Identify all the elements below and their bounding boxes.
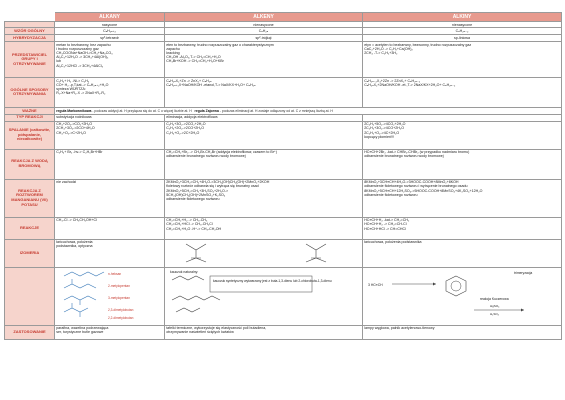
cell-alkany-sposoby [55, 77, 165, 107]
row-label-reakcje: REAKCJE [5, 217, 55, 239]
rubber-synthetic-label: kauczuk syntetyczny wytwarzany jest z buta-1,3-dienu lub 2-chlorobuta-1,3-dienu [213, 279, 332, 284]
row-label-wzor: WZÓR OGÓLNY [5, 28, 55, 35]
cell-alkeny-wzor: CₙH₂ₙ [165, 28, 363, 35]
text-line: fioletowy roztwór odbarwia się i wytrąca się brunatny osad [166, 184, 259, 189]
cell-alkeny-zastosowanie [165, 325, 363, 339]
text-line: CH₃COONa+NaOH->CH₄+Na₂CO₃ [56, 50, 113, 55]
text-line: 2KMnO₄+3CH₂=CH₂+4H₂O->3CH₂(OH)CH₂(OH)+2MnO₂+2KOH [166, 180, 270, 185]
text-line: 2C₂H₂+5O₂->4CO₂+2H₂O [364, 122, 406, 127]
text-line: CH₃Br+KOH -> CH₂=CH₂+H₂O+KBr [166, 59, 224, 64]
cell-alkiny-izomeria: łańcuchowa, położenia podstawnika [363, 239, 562, 267]
rule-zajcew: reguła Zajcewa [194, 108, 219, 113]
cell-wazne-note [55, 107, 562, 114]
row-typ-reakcji [5, 114, 562, 121]
text-line: odbarwienie fioletowego roztworu i wytrącenie brunatnego osadu [364, 184, 468, 189]
text-line: synteza WÜRTZA: [56, 86, 86, 91]
cell-alkany-spalanie [55, 121, 165, 149]
acetylene-label: 3 HC≡CH [368, 283, 383, 288]
cell-alkany-wzor: CₙH₂ₙ₊₂ [55, 28, 165, 35]
cell-alkiny-manganian [363, 179, 562, 217]
text-line: 5CH₂(OH)CH₂(OH)+2MnSO₄+K₂SO₄ [166, 192, 226, 197]
kucherov-label: reakcja Kuczerowa [480, 297, 509, 302]
header-alkiny: ALKINY [363, 13, 562, 22]
text-line: odbarwienie brunatnego roztworu wody bromowej [364, 154, 444, 159]
isomer-label-2: 3-metylopentan [108, 296, 131, 301]
rubber-natural-label: kauczuk naturalny: [170, 270, 199, 275]
row-label-otrzymywanie: PRZEDSTAWICIEL GRUPY I OTRZYMYWANIE [5, 41, 55, 77]
text-line: 2C₂H₂+3O₂->4CO+2H₂O [364, 126, 405, 131]
cell-alkiny-bromowa [363, 149, 562, 179]
row-label-spalanie: SPALANIE (całkowite, półspalanie, niecałkowite) [5, 121, 55, 149]
isomer-label-0: n-heksan [108, 272, 122, 277]
text-line: CH₂=CH₂+HCl -> CH₃-CH₂Cl [166, 222, 213, 227]
text-line: metan to bezbarwny, bez zapachu [56, 42, 111, 47]
text-line: 2C₂H₂+O₂->4C+2H₂O [364, 130, 400, 135]
text-line: ser, turystyczne butle gazowe [56, 330, 104, 335]
cell-alkiny-diagram [363, 267, 562, 325]
text-line: HC≡CH+H₂ -kat-> CH₂=CH₂ [364, 218, 410, 223]
cell-alkany-diagram [55, 267, 165, 325]
text-line: CH₄+O₂->C+2H₂O [56, 130, 86, 135]
text-line: CH₂=CH₂+Br₂ -> CH₂Br-CH₂Br (addycja elektrofilowa; czasem to Br⁺) [166, 150, 278, 155]
row-label-manganian: REAKCJA Z ROZTWOREM MANGANIANU (VII) POTASU [5, 179, 55, 217]
text-line: 2KMnO₄+5CH₂=CH₂+3H₂SO₄+2H₂O-> [166, 188, 229, 193]
cell-alkiny-spalanie [363, 121, 562, 149]
rule-markownikow-text: - podczas addycji at. H przyłącza się do at. C o więcej liczbie at. H [91, 108, 192, 113]
text-line: CₙH₂ₙ₊₁X+NaOH/KOH -etanol,T-> NaX/KX+H₂O+ CₙH₂ₙ [166, 82, 256, 87]
cell-alkeny-nasycenie: nienasycone [165, 22, 363, 28]
text-line: eten to bezbarwny, trudno rozpuszczalny gaz o charakterystycznym [166, 42, 274, 47]
cell-alkany-izomeria [55, 239, 165, 267]
row-woda-bromowa [5, 149, 562, 179]
row-label-diagram [5, 267, 55, 325]
trimerization-label: trimeryzacja [514, 271, 533, 276]
text-line: C₂H₄+3O₂->2CO₂+2H₂O [166, 122, 206, 127]
text-line: C₂H₄+ H₂ -Ni-> C₂H₆ [56, 78, 90, 83]
row-label-woda-bromowa: REAKCJA Z WODĄ BROMOWĄ [5, 149, 55, 179]
cell-alkiny-hybrydyzacja: sp-liniowa [363, 35, 562, 42]
text-line: otrzymywanie naświetleń ściętych kwiatów [166, 330, 234, 335]
isomer-label-1: 2-metylopentan [108, 284, 131, 289]
cell-alkeny-reakcje [165, 217, 363, 239]
isomer-label-3: 2,3-dimetylobutan [108, 308, 134, 313]
cell-alkeny-hybrydyzacja: sp²-trójkąt [165, 35, 363, 42]
rule-markownikow: reguła Markownikowa [56, 108, 92, 113]
isomer-skeleton-diagram [56, 268, 162, 322]
text-line: kopcący płomień!!! [364, 134, 394, 139]
row-izomeria [5, 239, 562, 267]
row-wazne [5, 107, 562, 114]
text-line: CH₃OH -Al₂O₃,T-> CH₂=CH₂+H₂O [166, 55, 221, 60]
text-line: odbarwienie brunatnego roztworu wody bromowej [166, 154, 246, 159]
cell-alkiny-sposoby [363, 77, 562, 107]
text-line: podstawnika, optyczna [56, 244, 93, 249]
text-line: lub [56, 59, 61, 64]
cell-alkany-hybrydyzacja: sp³-tetraedr [55, 35, 165, 42]
cell-alkiny-nasycenie: nienasycone [363, 22, 562, 28]
cell-alkeny-diagram [165, 267, 363, 325]
row-diagram [5, 267, 562, 325]
cell-alkiny-wzor: CₙH₂ₙ₋₂ [363, 28, 562, 35]
cell-alkany-zastosowanie [55, 325, 165, 339]
catalyst-label-1: HgSO₄ [490, 304, 500, 309]
catalyst-label-2: H₂SO₄ [490, 312, 500, 317]
cell-alkeny-bromowa [165, 149, 363, 179]
cell-alkeny-otrzymywanie [165, 41, 363, 77]
cell-alkeny-manganian [165, 179, 363, 217]
cell-alkeny-izomeria [165, 239, 363, 267]
row-wzor [5, 28, 562, 35]
benzene-ring-inner [451, 281, 461, 291]
row-zastosowanie [5, 325, 562, 339]
text-line: Al₄C₃+12HCl -> 3CH₄+4AlCl₃ [56, 63, 104, 68]
text-line: odbarwienie fioletowego roztworu [166, 196, 220, 201]
row-label-sposoby: OGÓLNE SPOSOBY OTRZYMYWANIA [5, 77, 55, 107]
row-label-typ-reakcji: TYP REAKCJI [5, 114, 55, 121]
text-line: CₙH₂ₙX₂+2NaOH/KOH -et.,T-> 2NaX/KX+2H₂O+ CₙH₂ₙ₋₂ [364, 82, 456, 87]
text-line: CO+ H₂ -p,T,kat.-> CₙH₂ₙ₊₂+H₂O [56, 82, 109, 87]
rubber-polymer-diagram [166, 268, 358, 322]
text-line: 8KMnO₄+3CH≡CH+4H₂O->3HOOC-COOH+8MnO₂+8KOH [364, 180, 459, 185]
text-line: parafina, wazelina podrzewająca [56, 326, 109, 331]
text-line: CH₂=CH₂+H₂O -H⁺-> CH₃-CH₂OH [166, 226, 222, 231]
cell-alkany-otrzymywanie [55, 41, 165, 77]
text-line: CₙH₂ₙX₂+Zn -> ZnX₂+ CₙH₂ₙ [166, 78, 212, 83]
text-line: C₂H₄+O₂->2C+2H₂O [166, 130, 200, 135]
row-otrzymywanie [5, 41, 562, 77]
benzene-ring [446, 276, 466, 296]
text-line: Al₄C₃+12H₂O -> 3CH₄+4Al(OH)₃ [56, 55, 109, 60]
cell-alkeny-sposoby [165, 77, 363, 107]
trimerization-diagram [364, 268, 556, 322]
text-line: HC≡CH+H₂ -> CH₂=CH-Cl [364, 222, 407, 227]
text-line: CaC₂+2H₂O -> C₂H₂+Ca(OH)₂ [364, 46, 413, 51]
cell-alkany-manganian: nie zachodzi [55, 179, 165, 217]
row-sposoby [5, 77, 562, 107]
header-corner [5, 13, 55, 22]
row-label-zastosowanie: ZASTOSOWANIE [5, 325, 55, 339]
row-hybrydyzacja [5, 35, 562, 42]
cell-alkiny-zastosowanie: lampy węglowa, palnik acetylenowo-tlenowy [363, 325, 562, 339]
text-line: i trudno rozpuszczalny gaz [56, 46, 99, 51]
text-line: HC≡CH+2Br₂ -kat-> CHBr₂-CHBr₂ (w przypadku nadmiaru bromu) [364, 150, 470, 155]
cell-alkeny-typ: eliminacja, addycja elektrofilowa [165, 114, 363, 121]
text-line: kracking [166, 50, 180, 55]
cell-alkiny-reakcje [363, 217, 562, 239]
text-line: 8KMnO₄+5CH≡CH+12H₂SO₄->5HOOC-COOH+8MnSO₄+4K₂SO₄+12H₂O [364, 188, 483, 193]
text-line: CH₄+2O₂->CO₂+2H₂O [56, 122, 93, 127]
text-line: 2CH₄+3O₂->2CO+4H₂O [56, 126, 95, 131]
row-label-hybrydyzacja: HYBRYDYZACJA [5, 35, 55, 42]
cell-alkiny-otrzymywanie [363, 41, 562, 77]
cell-alkany-nasycenie: nasycone [55, 22, 165, 28]
cell-alkany-bromowa: C₂H₆+ Br₂ -hv-> C₂H₅Br+HBr [55, 149, 165, 179]
text-line: CₙH₂ₙ₋₂X₄+2Zn -> 2ZnX₂+ CₙH₂ₙ₋₂ [364, 78, 421, 83]
text-line: łańcuchowa, położenia [56, 240, 93, 245]
row-manganian [5, 179, 562, 217]
header-alkeny: ALKENY [165, 13, 363, 22]
text-line: odbarwienie fioletowego roztworu [364, 192, 418, 197]
text-line: 2CH₄ -T-> C₂H₂+3H₂ [364, 50, 398, 55]
text-line: HC≡CH+HCl -> CH=CHCl [364, 226, 406, 231]
trimerization-arrowhead [433, 283, 436, 286]
cell-alkiny-typ [363, 114, 562, 121]
kucherov-arrowhead [521, 309, 524, 312]
comparison-table [4, 12, 562, 340]
row-label-izomeria: IZOMERIA [5, 239, 55, 267]
cell-alkany-typ: substytucja rodnikowa [55, 114, 165, 121]
cell-alkany-reakcje: CH₃-Cl -> CH₃CH₂OH+Cl [55, 217, 165, 239]
text-line: zapachu [166, 46, 180, 51]
rule-zajcew-text: - podczas eliminacji at. H zostaje odłączony od at. C z mniejszą liczbą at. H [218, 108, 333, 113]
header-alkany: ALKANY [55, 13, 165, 22]
row-reakcje [5, 217, 562, 239]
text-line: etyn = acetylen to bezbarwny, bezwonny, trudno rozpuszczalny gaz [364, 42, 472, 47]
row-spalanie [5, 121, 562, 149]
cis-trans-isomer-diagram [166, 240, 356, 264]
header-row [5, 13, 562, 22]
text-line: tafelki termiczne, wykorzystuje się elastyczność poli butadiena, [166, 326, 267, 331]
text-line: R₁-X+Na+R₂-X -> 2NaX+R₁-R₂ [56, 91, 106, 96]
text-line: CH₂=CH₂+H₂ -> CH₃-CH₃ [166, 218, 208, 223]
row-label-wazne: WAŻNE [5, 107, 55, 114]
text-line: C₂H₄+2O₂->2CO+2H₂O [166, 126, 205, 131]
cell-alkeny-spalanie [165, 121, 363, 149]
isomer-label-4: 2,2-dimetylobutan [108, 316, 134, 321]
